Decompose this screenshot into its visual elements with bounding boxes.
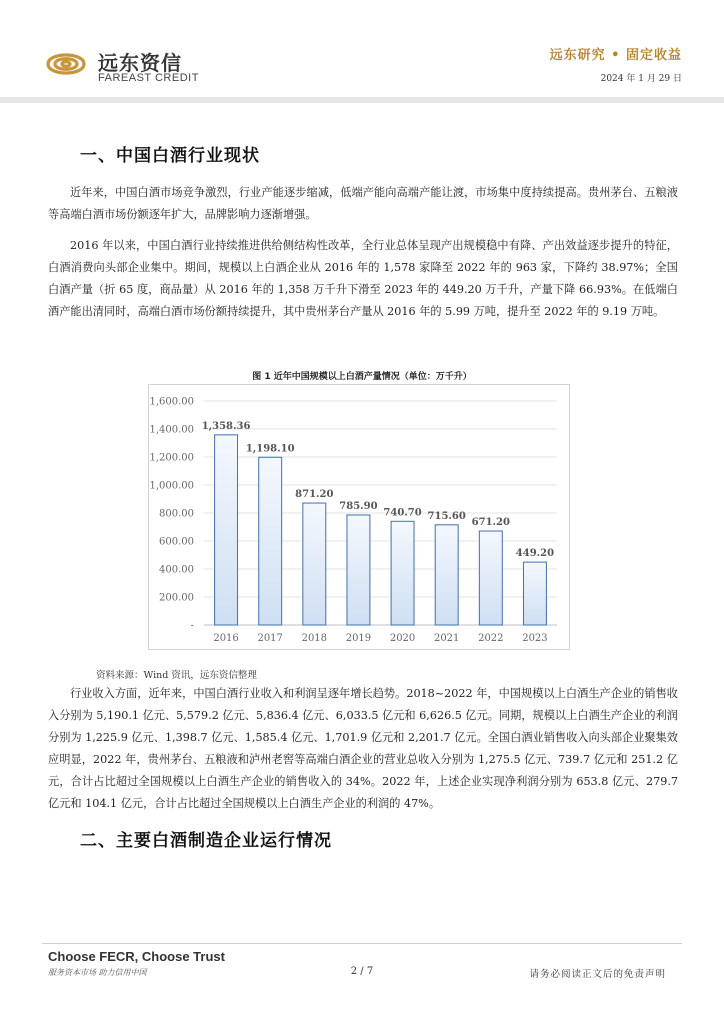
figure-caption: 图 1 近年中国规模以上白酒产量情况（单位：万千升） [252, 372, 472, 382]
production-chart [148, 384, 570, 650]
x-tick-label: 2021 [433, 633, 460, 644]
figure-source: 资料来源：Wind 资讯，远东资信整理 [96, 670, 257, 681]
bar [479, 531, 502, 625]
data-label: 740.70 [383, 507, 422, 519]
data-label: 1,198.10 [245, 443, 295, 455]
report-date: 2024 年 1 月 29 日 [600, 74, 682, 84]
header-meta [550, 44, 682, 84]
y-tick-label: 1,400.00 [149, 424, 194, 436]
data-label: 715.60 [427, 510, 466, 522]
bar [391, 521, 414, 625]
paragraph-3: 行业收入方面，近年来，中国白酒行业收入和利润呈逐年增长趋势。2018~2022 年，中国规模以上白酒生产企业的销售收入分别为 5,190.1 亿元、5,579.2 亿元、5,836.4 亿元、6,033.5 亿元和 6,626.5 亿元。同期，规模以上白酒生产企业的利润分别为 1,225.9 亿元、1,398.7 亿元、1,585.4 亿元、1,701.9 亿元和 2,201.7 亿元。全国白酒业销售收入向头部企业聚集效应明显，2022 年，贵州茅台、五粮液和泸州老窖等高端白酒企业的营业总收入分别为 1,275.5 亿元、739.7 亿元和 251.2 亿元，合计占比超过全国规模以上白酒生产企业的销售收入的 34%。2022 年，上述企业实现净利润分别为 653.8 亿元、279.7 亿元和 104.1 亿元，合计占比超过全国规模以上白酒生产企业的利润的 47%。 [48, 687, 678, 810]
bar [347, 515, 370, 625]
bar [303, 503, 326, 625]
disclaimer-note: 请务必阅读正文后的免责声明 [529, 969, 666, 980]
data-label: 1,358.36 [201, 420, 251, 432]
y-tick-label: 400.00 [159, 564, 194, 576]
y-tick-label: 200.00 [159, 592, 194, 604]
bar [435, 525, 458, 625]
data-label: 785.90 [339, 500, 378, 512]
y-tick-label: 800.00 [159, 508, 194, 520]
page-header [0, 0, 724, 104]
y-tick-label: 600.00 [159, 536, 194, 548]
footer-divider [42, 943, 682, 944]
bar-chart-svg [149, 385, 569, 649]
x-tick-label: 2020 [389, 633, 416, 644]
paragraph-1: 近年来，中国白酒市场竞争激烈，行业产能逐步缩减，低端产能向高端产能让渡，市场集中度持续提高。贵州茅台、五粮液等高端白酒市场份额逐年扩大，品牌影响力逐渐增强。 [48, 186, 678, 221]
y-tick-label: 1,200.00 [149, 452, 194, 464]
x-tick-label: 2016 [213, 633, 239, 644]
bar [259, 457, 282, 625]
data-label: 871.20 [295, 489, 334, 501]
x-tick-label: 2018 [301, 633, 328, 644]
report-type: 远东研究 • 固定收益 [549, 48, 682, 63]
x-tick-label: 2022 [478, 633, 504, 644]
data-label: 671.20 [471, 517, 510, 529]
section-title-1: 一、中国白酒行业现状 [80, 146, 260, 166]
y-tick-label: 1,000.00 [149, 480, 194, 492]
fareast-logo-icon [42, 44, 90, 84]
x-tick-label: 2023 [522, 633, 548, 644]
footer-slogan: Choose FECR, Choose Trust [48, 949, 225, 964]
brand-name-en: FAREAST CREDIT [98, 72, 199, 84]
bar [523, 562, 546, 625]
section-title-2: 二、主要白酒制造企业运行情况 [80, 831, 332, 851]
footer-subslogan: 服务资本市场 助力信用中国 [48, 968, 147, 977]
x-tick-label: 2019 [345, 633, 372, 644]
x-tick-label: 2017 [257, 633, 283, 644]
header-divider [0, 97, 724, 103]
y-tick-label: 1,600.00 [149, 396, 194, 408]
paragraph-2: 2016 年以来，中国白酒行业持续推进供给侧结构性改革，全行业总体呈现产出规模稳中有降、产出效益逐步提升的特征，白酒消费向头部企业集中。期间，规模以上白酒企业从 2016 年的 1,578 家降至 2022 年的 963 家，下降约 38.97%；全国白酒产量（折 65 度，商品量）从 2016 年的 1,358 万千升下滑至 2023 年的 449.20 万千升，产量下降 66.93%。在低端白酒产能出清同时，高端白酒市场份额持续提升，其中贵州茅台产量从 2016 年的 5.99 万吨，提升至 2022 年的 9.19 万吨。 [48, 239, 678, 318]
brand-name-cn: 远东资信 [98, 51, 182, 75]
data-label: 449.20 [515, 548, 555, 560]
y-tick-label: - [190, 620, 194, 632]
bar [215, 435, 238, 625]
page-number: 2 / 7 [350, 966, 374, 977]
